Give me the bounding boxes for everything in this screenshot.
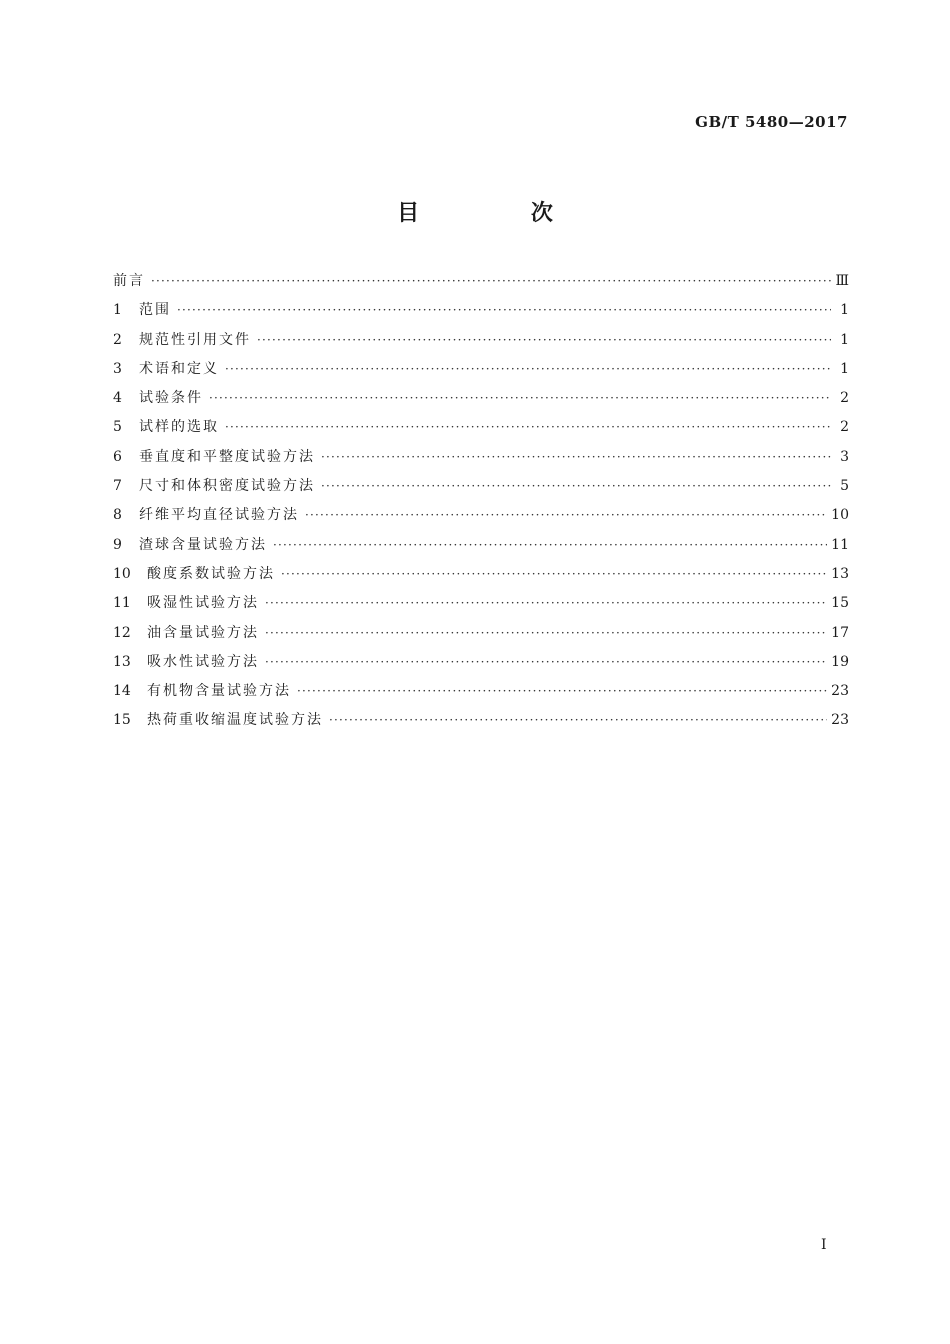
toc-entry-label: 试样的选取: [139, 419, 219, 436]
toc-entry-page: 23: [831, 683, 849, 700]
toc-entry-page: Ⅲ: [835, 273, 849, 289]
toc-entry-number: 7: [113, 478, 122, 495]
toc-entry-page: 15: [831, 595, 849, 612]
toc-entry-page: 11: [831, 536, 849, 553]
toc-entry-label: 油含量试验方法: [147, 624, 259, 641]
toc-entry-page: 1: [840, 331, 849, 348]
toc-dot-leader: [177, 303, 831, 317]
toc-entry-label: 有机物含量试验方法: [147, 683, 291, 700]
toc-entry-10[interactable]: [113, 563, 849, 592]
standard-number: GB/T 5480—2017: [695, 113, 848, 131]
toc-entry-number: 10: [113, 565, 131, 582]
toc-entry-page: 23: [831, 712, 849, 729]
toc-entry-label: 术语和定义: [139, 360, 219, 377]
toc-entry-label: 前言: [113, 273, 145, 289]
toc-entry-number: 1: [113, 302, 122, 319]
toc-dot-leader: [297, 684, 827, 698]
toc-dot-leader: [329, 713, 827, 727]
toc-entry-4[interactable]: [113, 387, 849, 416]
toc-entry-page: 10: [831, 507, 849, 524]
toc-entry-page: 1: [840, 302, 849, 319]
toc-entry-number: 3: [113, 360, 122, 377]
toc-title: 目 次: [397, 201, 605, 226]
toc-dot-leader: [273, 538, 827, 552]
toc-dot-leader: [281, 567, 827, 581]
toc-entry-number: 5: [113, 419, 122, 436]
toc-entry-15[interactable]: [113, 709, 849, 738]
toc-entry-label: 规范性引用文件: [139, 331, 251, 348]
toc-entry-label: 吸湿性试验方法: [147, 595, 259, 612]
toc-entry-label: 渣球含量试验方法: [139, 536, 267, 553]
toc-dot-leader: [257, 333, 831, 347]
toc-entry-9[interactable]: [113, 534, 849, 563]
toc-entry-6[interactable]: [113, 446, 849, 475]
toc-entry-number: 13: [113, 653, 131, 670]
toc-entry-page: 17: [831, 624, 849, 641]
toc-entry-8[interactable]: [113, 504, 849, 533]
toc-entry-7[interactable]: [113, 475, 849, 504]
toc-entry-foreword[interactable]: [113, 270, 849, 299]
toc-dot-leader: [321, 479, 831, 493]
toc-entry-2[interactable]: [113, 329, 849, 358]
toc-entry-13[interactable]: [113, 651, 849, 680]
toc-dot-leader: [265, 626, 827, 640]
toc-entry-number: 14: [113, 683, 131, 700]
toc-entry-label: 酸度系数试验方法: [147, 565, 275, 582]
toc-dot-leader: [305, 508, 827, 522]
toc-entry-label: 纤维平均直径试验方法: [139, 507, 299, 524]
toc-entry-page: 19: [831, 653, 849, 670]
toc-dot-leader: [225, 420, 831, 434]
toc-entry-1[interactable]: [113, 299, 849, 328]
toc-entry-12[interactable]: [113, 622, 849, 651]
page-number: I: [821, 1237, 827, 1253]
toc-entry-page: 5: [840, 478, 849, 495]
toc-entry-3[interactable]: [113, 358, 849, 387]
toc-entry-label: 范围: [139, 302, 171, 319]
toc-entry-label: 尺寸和体积密度试验方法: [139, 478, 315, 495]
toc-entry-number: 9: [113, 536, 122, 553]
toc-entry-11[interactable]: [113, 592, 849, 621]
toc-dot-leader: [265, 596, 827, 610]
toc-entry-14[interactable]: [113, 680, 849, 709]
toc-entry-label: 吸水性试验方法: [147, 653, 259, 670]
table-of-contents: [113, 270, 849, 739]
toc-entry-label: 试验条件: [139, 390, 203, 407]
toc-entry-number: 6: [113, 448, 122, 465]
toc-entry-page: 1: [840, 360, 849, 377]
toc-entry-page: 2: [840, 390, 849, 407]
toc-entry-page: 3: [840, 448, 849, 465]
toc-dot-leader: [225, 362, 831, 376]
toc-entry-number: 4: [113, 390, 122, 407]
toc-entry-page: 13: [831, 565, 849, 582]
toc-entry-number: 11: [113, 595, 131, 612]
toc-entry-number: 2: [113, 331, 122, 348]
toc-entry-label: 垂直度和平整度试验方法: [139, 448, 315, 465]
toc-entry-5[interactable]: [113, 416, 849, 445]
toc-dot-leader: [265, 655, 827, 669]
toc-dot-leader: [209, 391, 831, 405]
toc-entry-label: 热荷重收缩温度试验方法: [147, 712, 323, 729]
toc-entry-page: 2: [840, 419, 849, 436]
toc-entry-number: 15: [113, 712, 131, 729]
toc-dot-leader: [151, 274, 831, 288]
toc-dot-leader: [321, 450, 831, 464]
toc-entry-number: 8: [113, 507, 122, 524]
toc-entry-number: 12: [113, 624, 131, 641]
